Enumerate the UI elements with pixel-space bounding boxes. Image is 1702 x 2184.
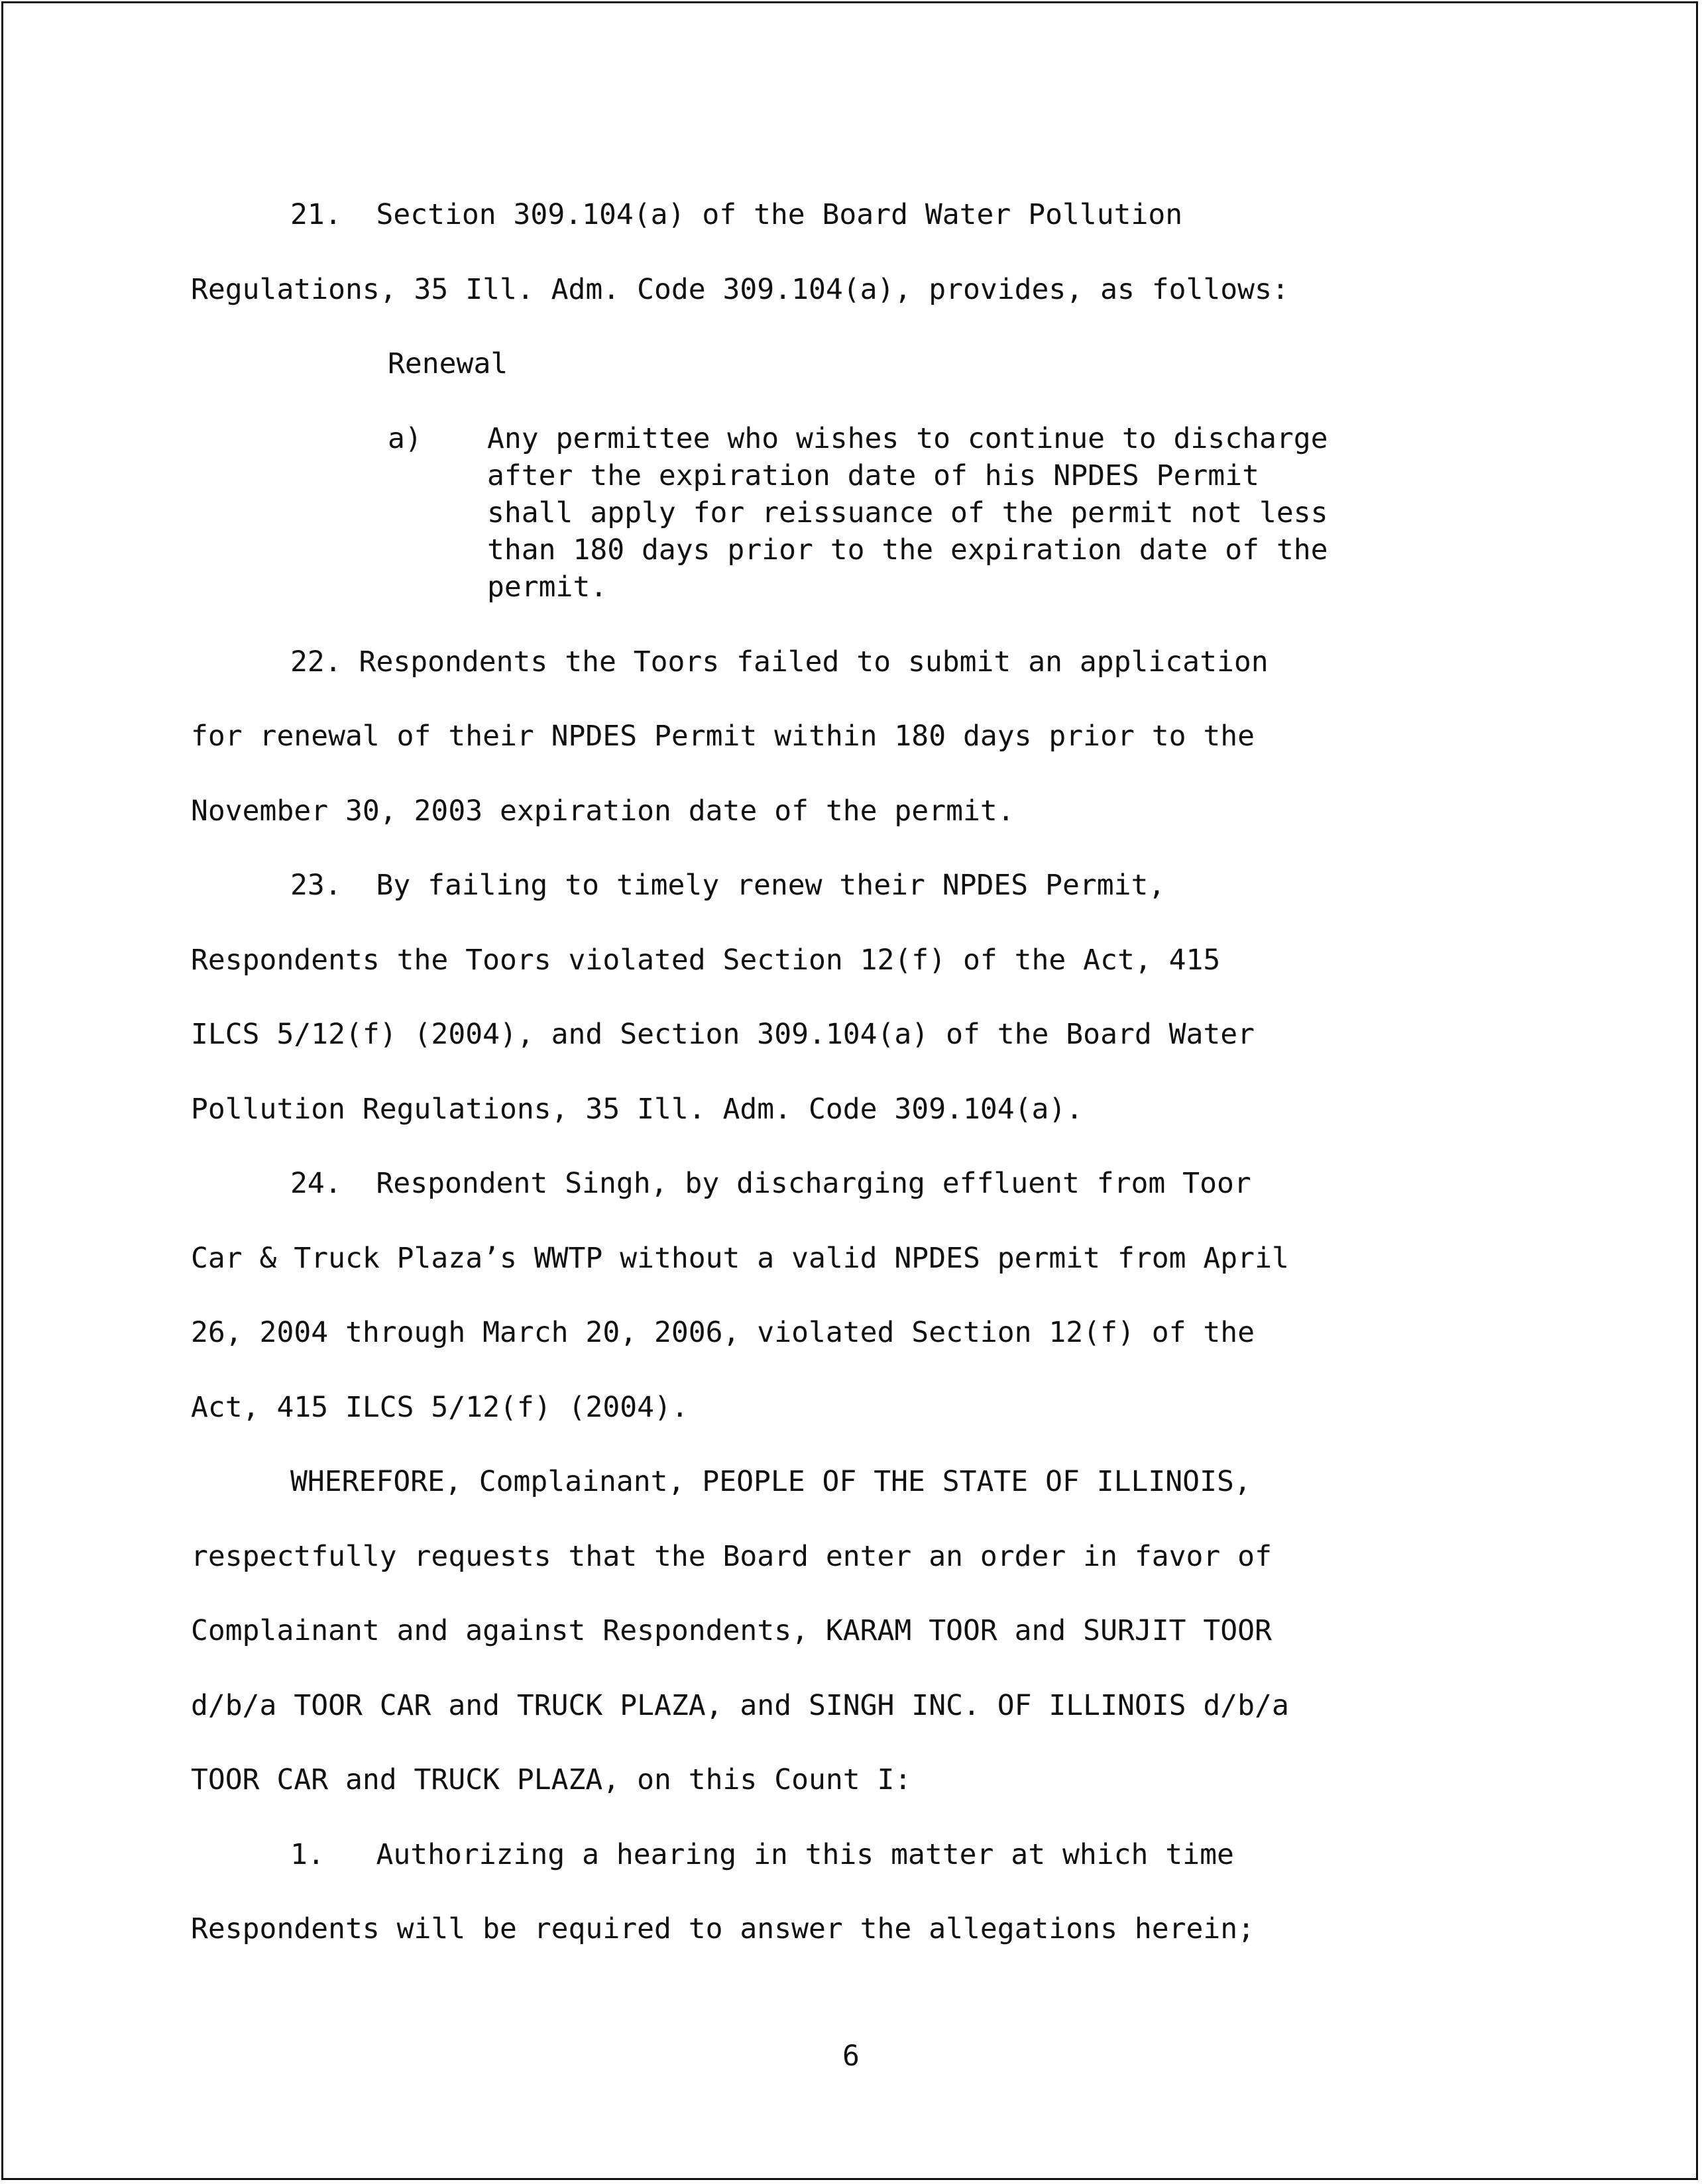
quote-label: a): [388, 422, 422, 455]
quote-line: shall apply for reissuance of the permit not less: [487, 496, 1328, 529]
wherefore-line: d/b/a TOOR CAR and TRUCK PLAZA, and SINGH INC. OF ILLINOIS d/b/a: [191, 1689, 1289, 1722]
paragraph-23-line: Pollution Regulations, 35 Ill. Adm. Code 309.104(a).: [191, 1093, 1084, 1126]
quote-line: Any permittee who wishes to continue to discharge: [487, 422, 1328, 455]
wherefore-line: Complainant and against Respondents, KARAM TOOR and SURJIT TOOR: [191, 1614, 1272, 1647]
paragraph-24-line: 24. Respondent Singh, by discharging effluent from Toor: [290, 1167, 1251, 1200]
paragraph-21-line: 21. Section 309.104(a) of the Board Water Pollution: [290, 198, 1183, 231]
paragraph-22-line: November 30, 2003 expiration date of the permit.: [191, 794, 1015, 828]
wherefore-line: TOOR CAR and TRUCK PLAZA, on this Count I:: [191, 1763, 912, 1796]
quote-heading: Renewal: [388, 347, 508, 380]
paragraph-24-line: 26, 2004 through March 20, 2006, violated Section 12(f) of the: [191, 1316, 1255, 1349]
wherefore-line: WHEREFORE, Complainant, PEOPLE OF THE STATE OF ILLINOIS,: [290, 1465, 1251, 1498]
paragraph-24-line: Act, 415 ILCS 5/12(f) (2004).: [191, 1391, 689, 1424]
paragraph-23-line: Respondents the Toors violated Section 12(f) of the Act, 415: [191, 944, 1221, 977]
quote-line: than 180 days prior to the expiration date of the: [487, 533, 1328, 567]
wherefore-line: respectfully requests that the Board enter an order in favor of: [191, 1540, 1272, 1573]
quote-line: permit.: [487, 571, 608, 604]
paragraph-21-line: Regulations, 35 Ill. Adm. Code 309.104(a), provides, as follows:: [191, 273, 1289, 306]
paragraph-24-line: Car & Truck Plaza’s WWTP without a valid NPDES permit from April: [191, 1242, 1289, 1275]
paragraph-22-line: for renewal of their NPDES Permit within 180 days prior to the: [191, 720, 1255, 753]
paragraph-23-line: ILCS 5/12(f) (2004), and Section 309.104(a) of the Board Water: [191, 1018, 1255, 1051]
item-1-line: 1. Authorizing a hearing in this matter at which time: [290, 1838, 1234, 1871]
paragraph-22-line: 22. Respondents the Toors failed to submit an application: [290, 645, 1269, 679]
paragraph-23-line: 23. By failing to timely renew their NPDES Permit,: [290, 869, 1166, 902]
quote-line: after the expiration date of his NPDES Permit: [487, 459, 1259, 492]
page-number: 6: [842, 2040, 860, 2073]
item-1-line: Respondents will be required to answer the allegations herein;: [191, 1912, 1255, 1945]
